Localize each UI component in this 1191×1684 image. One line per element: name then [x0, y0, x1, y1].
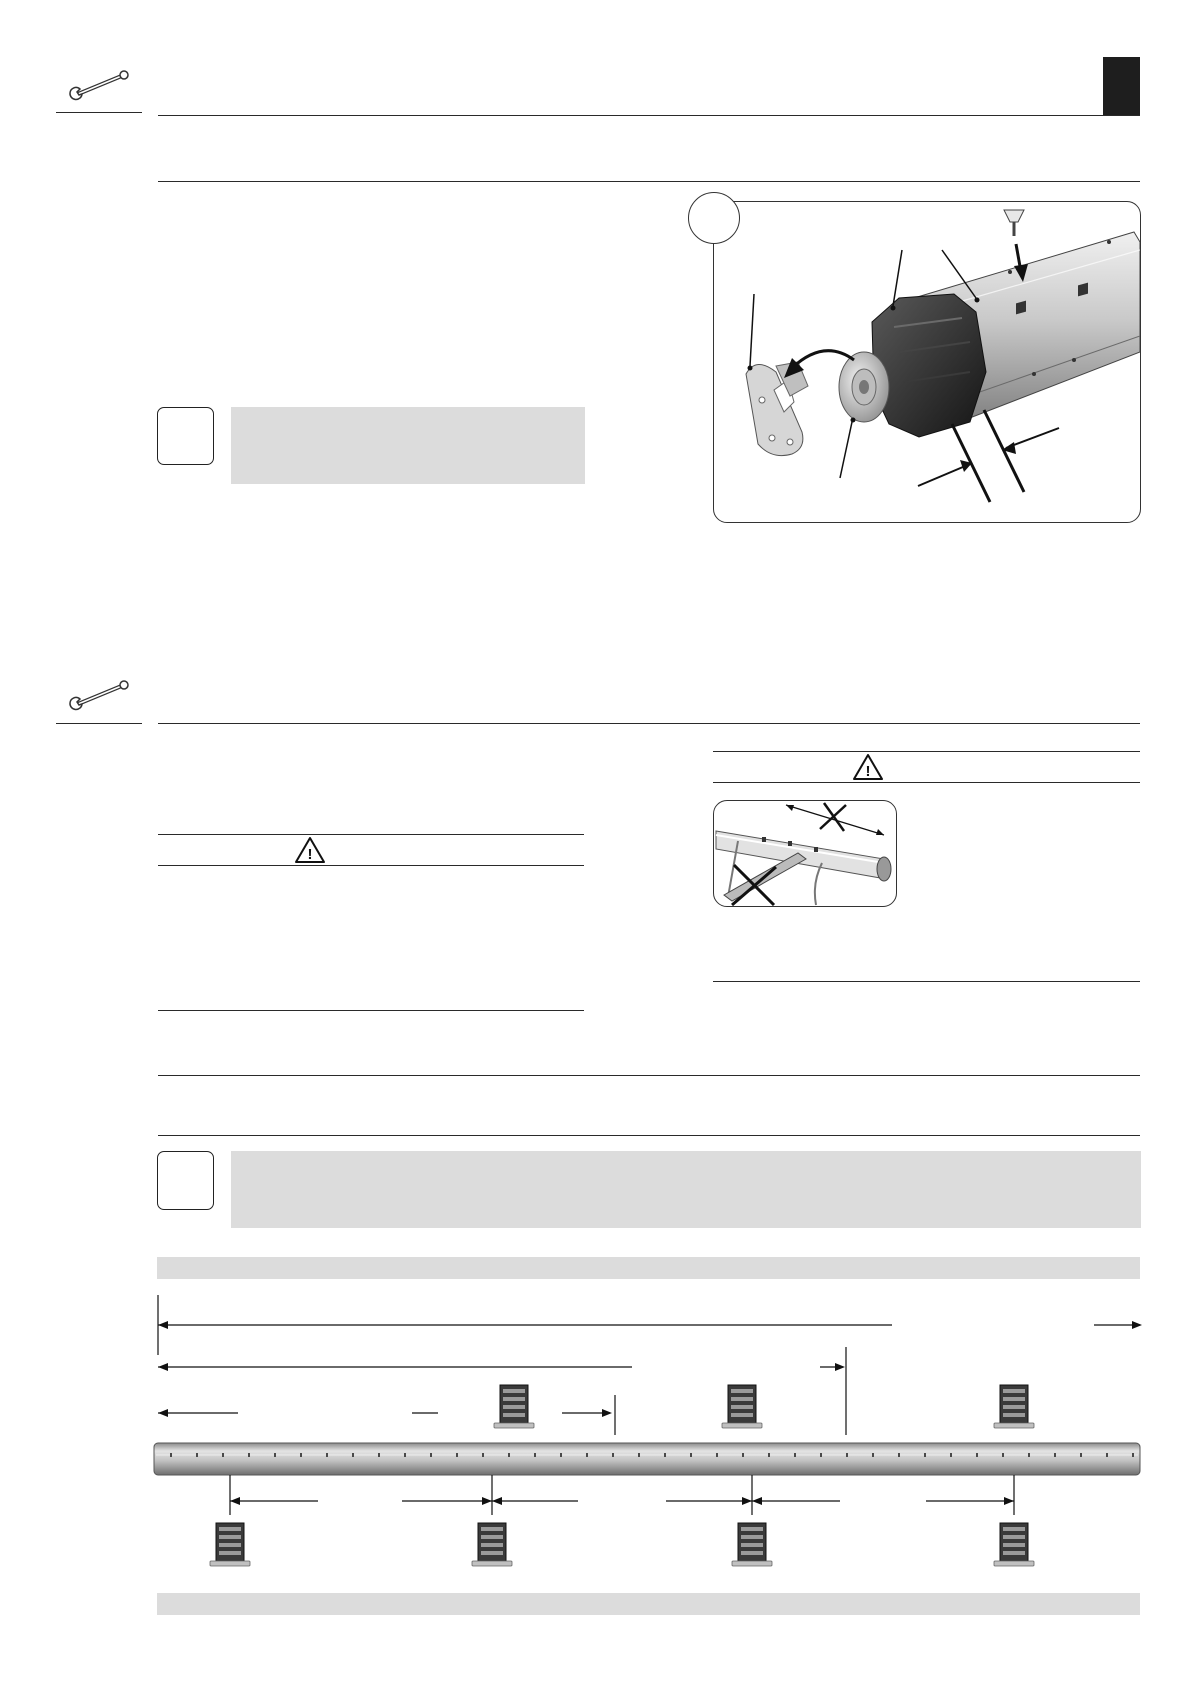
note-box	[231, 1151, 1141, 1228]
warning-bottom-rule	[158, 865, 584, 866]
warning-end-rule	[713, 981, 1140, 982]
diagram-top-bar	[157, 1257, 1140, 1279]
figure-motor-assembly	[713, 201, 1141, 523]
wrench-icon	[66, 66, 132, 106]
warning-bottom-rule	[713, 782, 1140, 783]
note-box	[231, 407, 585, 484]
tube-bracket-diagram	[150, 1295, 1145, 1575]
warning-top-rule	[158, 834, 584, 835]
figure-number-circle	[688, 192, 740, 244]
warning-top-rule	[713, 751, 1140, 752]
info-square-icon	[157, 407, 214, 465]
section-title-rule	[158, 181, 1140, 182]
warning-end-rule	[158, 1010, 584, 1011]
subsection-title-rule	[158, 1135, 1140, 1136]
figure-drilling-prohibited	[713, 800, 897, 907]
warning-triangle-icon	[294, 836, 326, 864]
info-square-icon	[157, 1151, 214, 1210]
header-rule	[158, 115, 1140, 116]
diagram-bottom-bar	[157, 1593, 1140, 1615]
svg-text:!: !	[865, 763, 871, 780]
warning-triangle-icon	[852, 753, 884, 781]
wrench-underline	[56, 112, 142, 113]
subsection-rule	[158, 1075, 1140, 1076]
wrench-underline	[56, 723, 142, 724]
wrench-icon	[66, 676, 132, 716]
svg-text:!: !	[307, 846, 313, 863]
chapter-tab	[1103, 57, 1140, 115]
section-rule	[158, 723, 1140, 724]
